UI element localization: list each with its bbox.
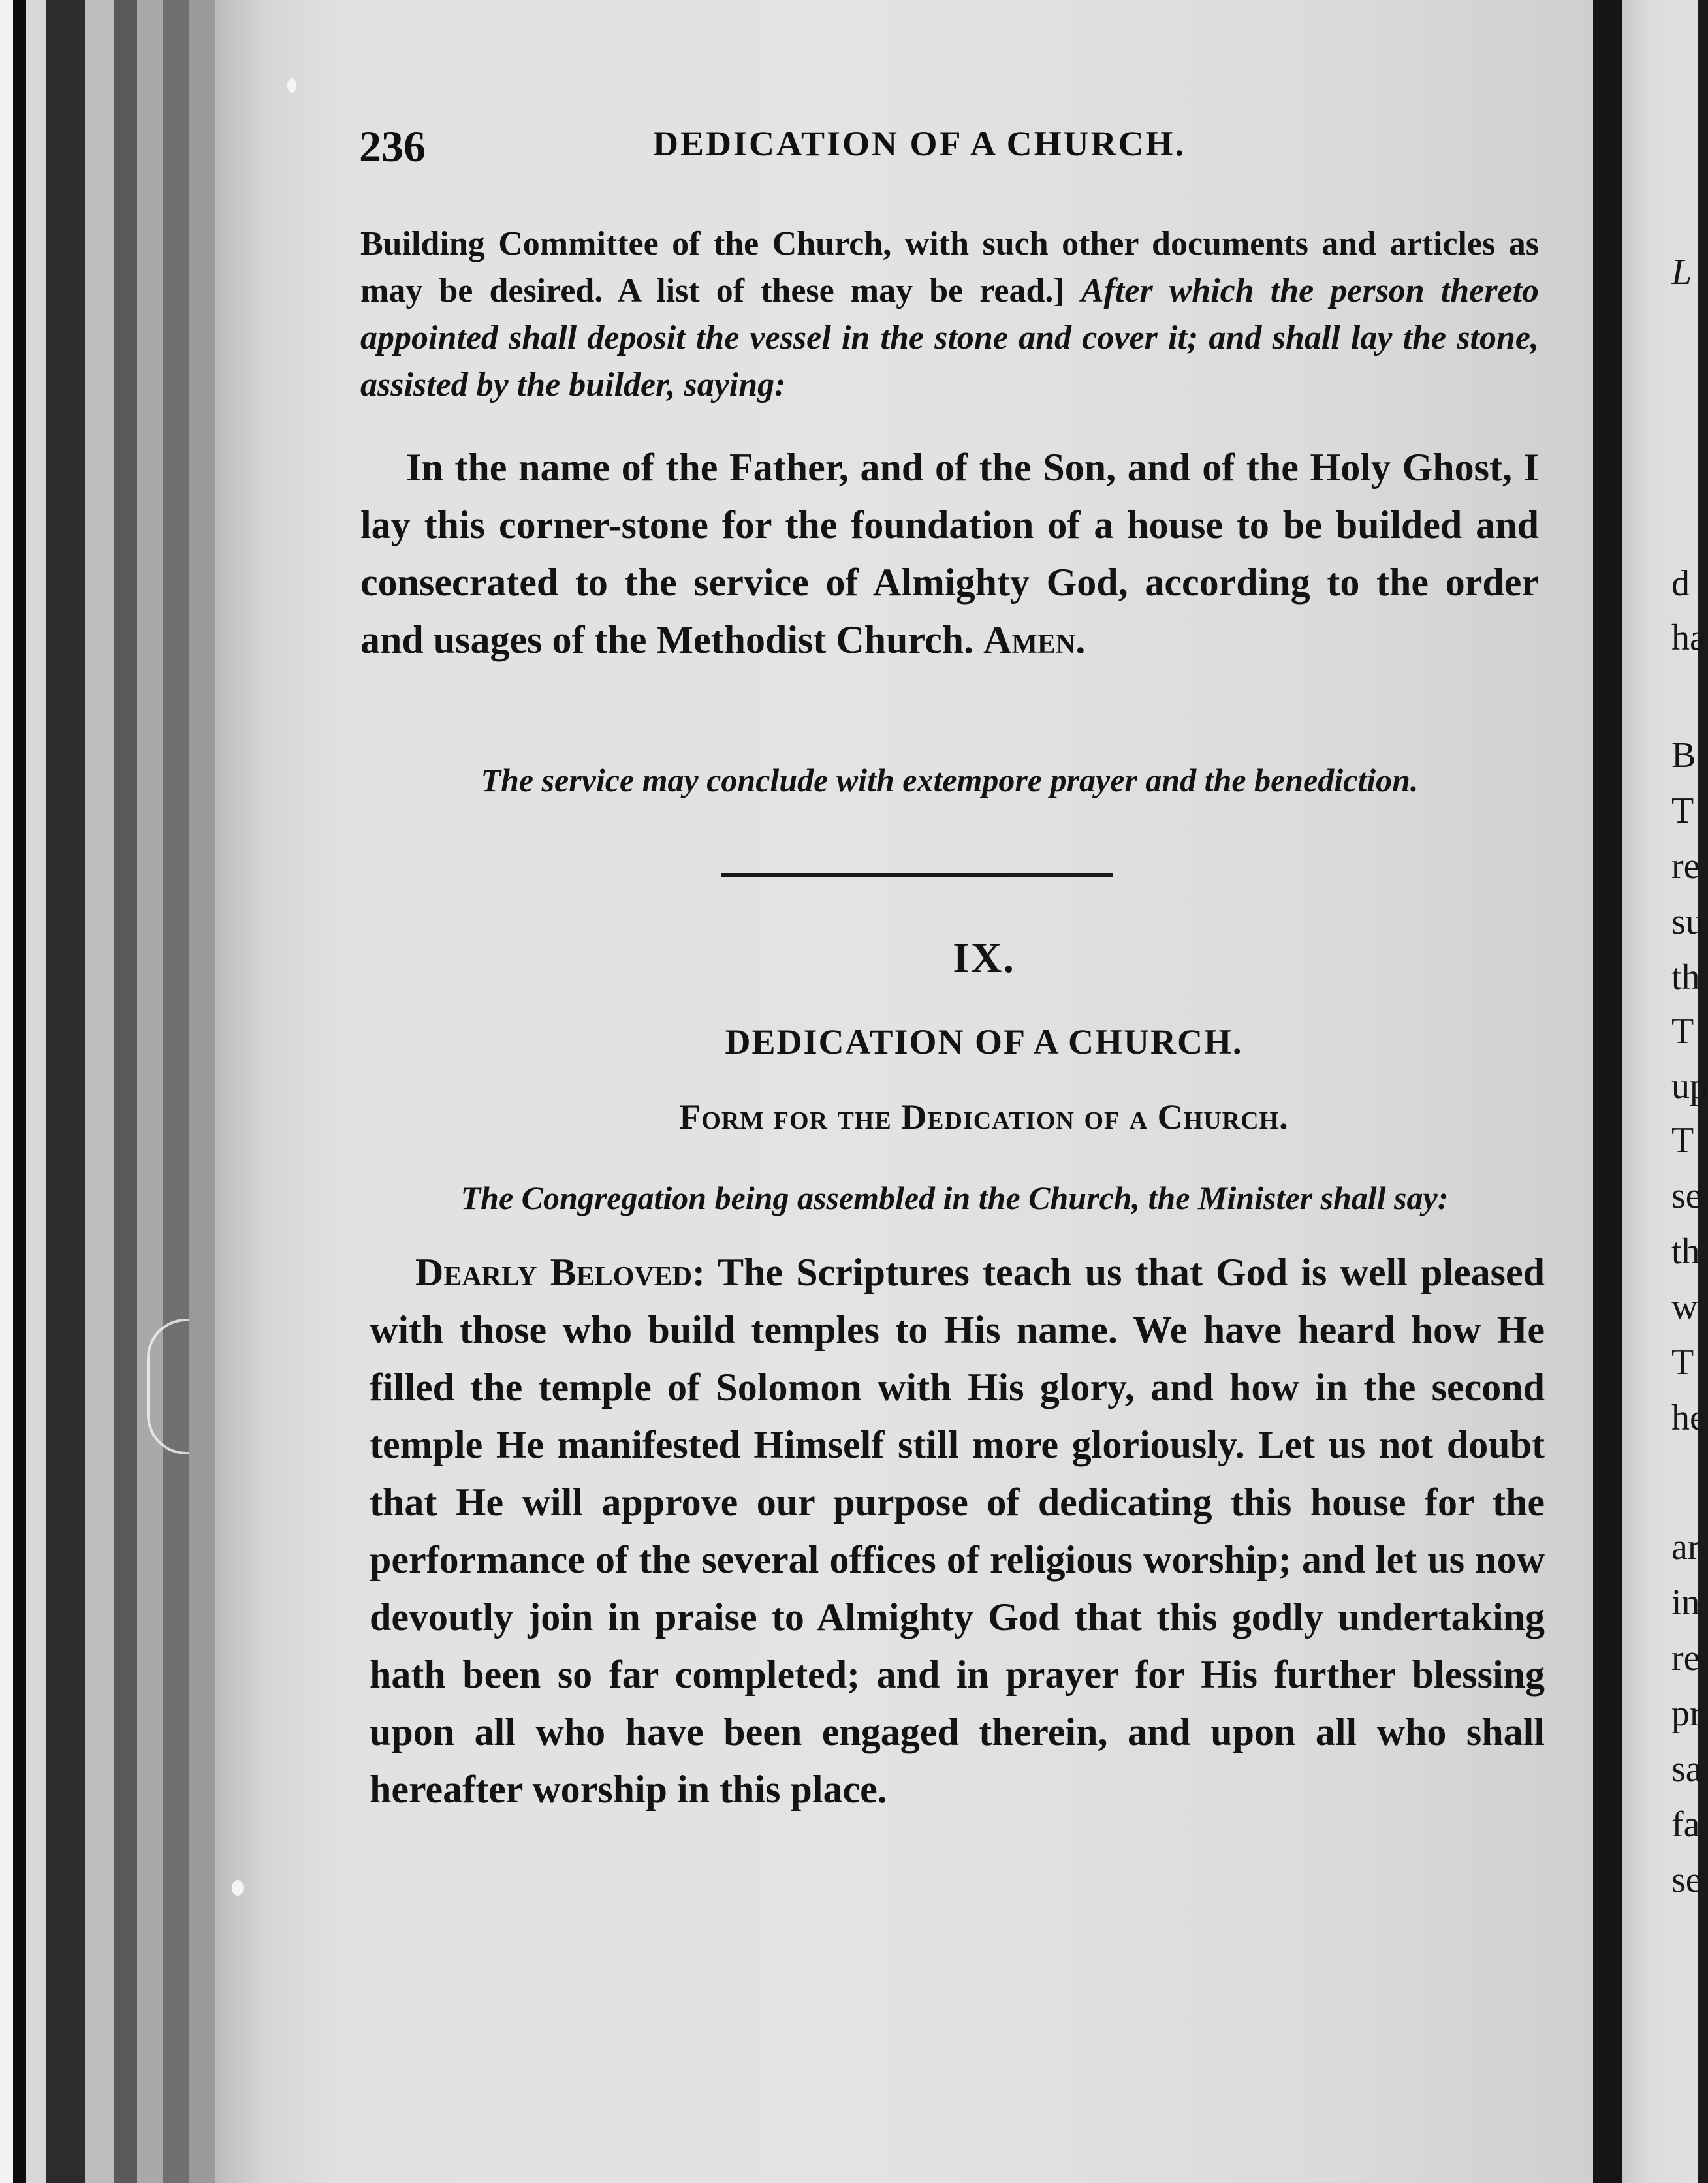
running-head: DEDICATION OF A CHURCH. xyxy=(653,124,1186,163)
next-page-fragment: ar xyxy=(1671,1527,1700,1567)
next-page-fragment: L xyxy=(1671,252,1692,292)
next-page-fragment: T xyxy=(1671,1120,1694,1161)
next-page-fragment: th xyxy=(1671,957,1700,997)
rubric-congregation: The Congregation being assembled in the Church, the Minister shall say: xyxy=(460,1180,1449,1216)
paragraph-text: In the name of the Father, and of the Son, and of the Holy Ghost, I lay this corner-stone for the foundation of a house to be builded and consecrated to the service of Almighty God, according to the order and usages of the Methodist Church. xyxy=(360,446,1539,661)
form-title: Form for the Dedication of a Church. xyxy=(679,1097,1289,1137)
page-gutter xyxy=(1593,0,1622,2183)
next-page-fragment: se xyxy=(1671,1176,1702,1216)
page-header xyxy=(359,121,1560,173)
speck xyxy=(232,1880,244,1896)
section-title: DEDICATION OF A CHURCH. xyxy=(725,1022,1243,1061)
next-page-fragment: re xyxy=(1671,846,1700,887)
next-page-fragment: re xyxy=(1671,1638,1700,1678)
next-page-fragment: T xyxy=(1671,1342,1694,1383)
next-page-fragment: th xyxy=(1671,1231,1700,1272)
section-divider-rule xyxy=(721,873,1113,877)
next-page-fragment: w xyxy=(1671,1287,1698,1327)
next-page-fragment: fa xyxy=(1671,1804,1700,1845)
next-page-fragment: B xyxy=(1671,735,1696,776)
rubric-italic: After which the person thereto appointed shall deposit the vessel in the stone and cover it; and shall lay the stone, assisted by the builder, saying: xyxy=(360,272,1540,403)
next-page-fragment: T xyxy=(1671,1011,1694,1052)
next-page-fragment: pr xyxy=(1671,1693,1702,1734)
rubric-conclusion: The service may conclude with extempore prayer and the benediction. xyxy=(481,762,1419,798)
next-page-fragment: ha xyxy=(1671,618,1706,658)
next-page-fragment: up xyxy=(1671,1066,1708,1107)
page-number: 236 xyxy=(359,121,426,171)
next-page-fragment: sa xyxy=(1671,1749,1702,1789)
next-page-fragment: d xyxy=(1671,563,1690,604)
paragraph-dearly-beloved xyxy=(370,1244,1545,1818)
paragraph-building-committee xyxy=(360,221,1539,409)
next-page-fragment: su xyxy=(1671,902,1704,942)
next-page-fragment: T xyxy=(1671,791,1694,831)
paragraph-text: The Scriptures teach us that God is well pleased with those who build temples to His name. We have heard how He filled the temple of Solomon with His glory, and how in the second temple He manifested Himself still more gloriously. Let us not doubt that He will approve our purpose of dedicating this house for the performance of the several offices of religious worship; and let us now devoutly join in praise to Almighty God that this godly undertaking hath been so far completed; and in prayer for His further blessing upon all who have been engaged therein, and upon all who shall hereafter worship in this place. xyxy=(370,1251,1545,1811)
speck xyxy=(287,78,296,93)
section-numeral: IX. xyxy=(953,934,1015,982)
next-page-fragment: he xyxy=(1671,1398,1706,1438)
amen-small-caps: Amen. xyxy=(983,618,1086,661)
paragraph-text: Building Committee of the Church, with such other documents and articles as may be desired. A list of these may be read.] xyxy=(360,225,1539,309)
next-page-sliver xyxy=(1622,0,1708,2183)
next-page-fragment: in xyxy=(1671,1582,1700,1623)
next-page-fragment: se xyxy=(1671,1860,1702,1900)
paragraph-corner-stone xyxy=(360,439,1539,668)
address-small-caps: Dearly Beloved: xyxy=(415,1251,706,1294)
book-binding-edge xyxy=(0,0,215,2183)
